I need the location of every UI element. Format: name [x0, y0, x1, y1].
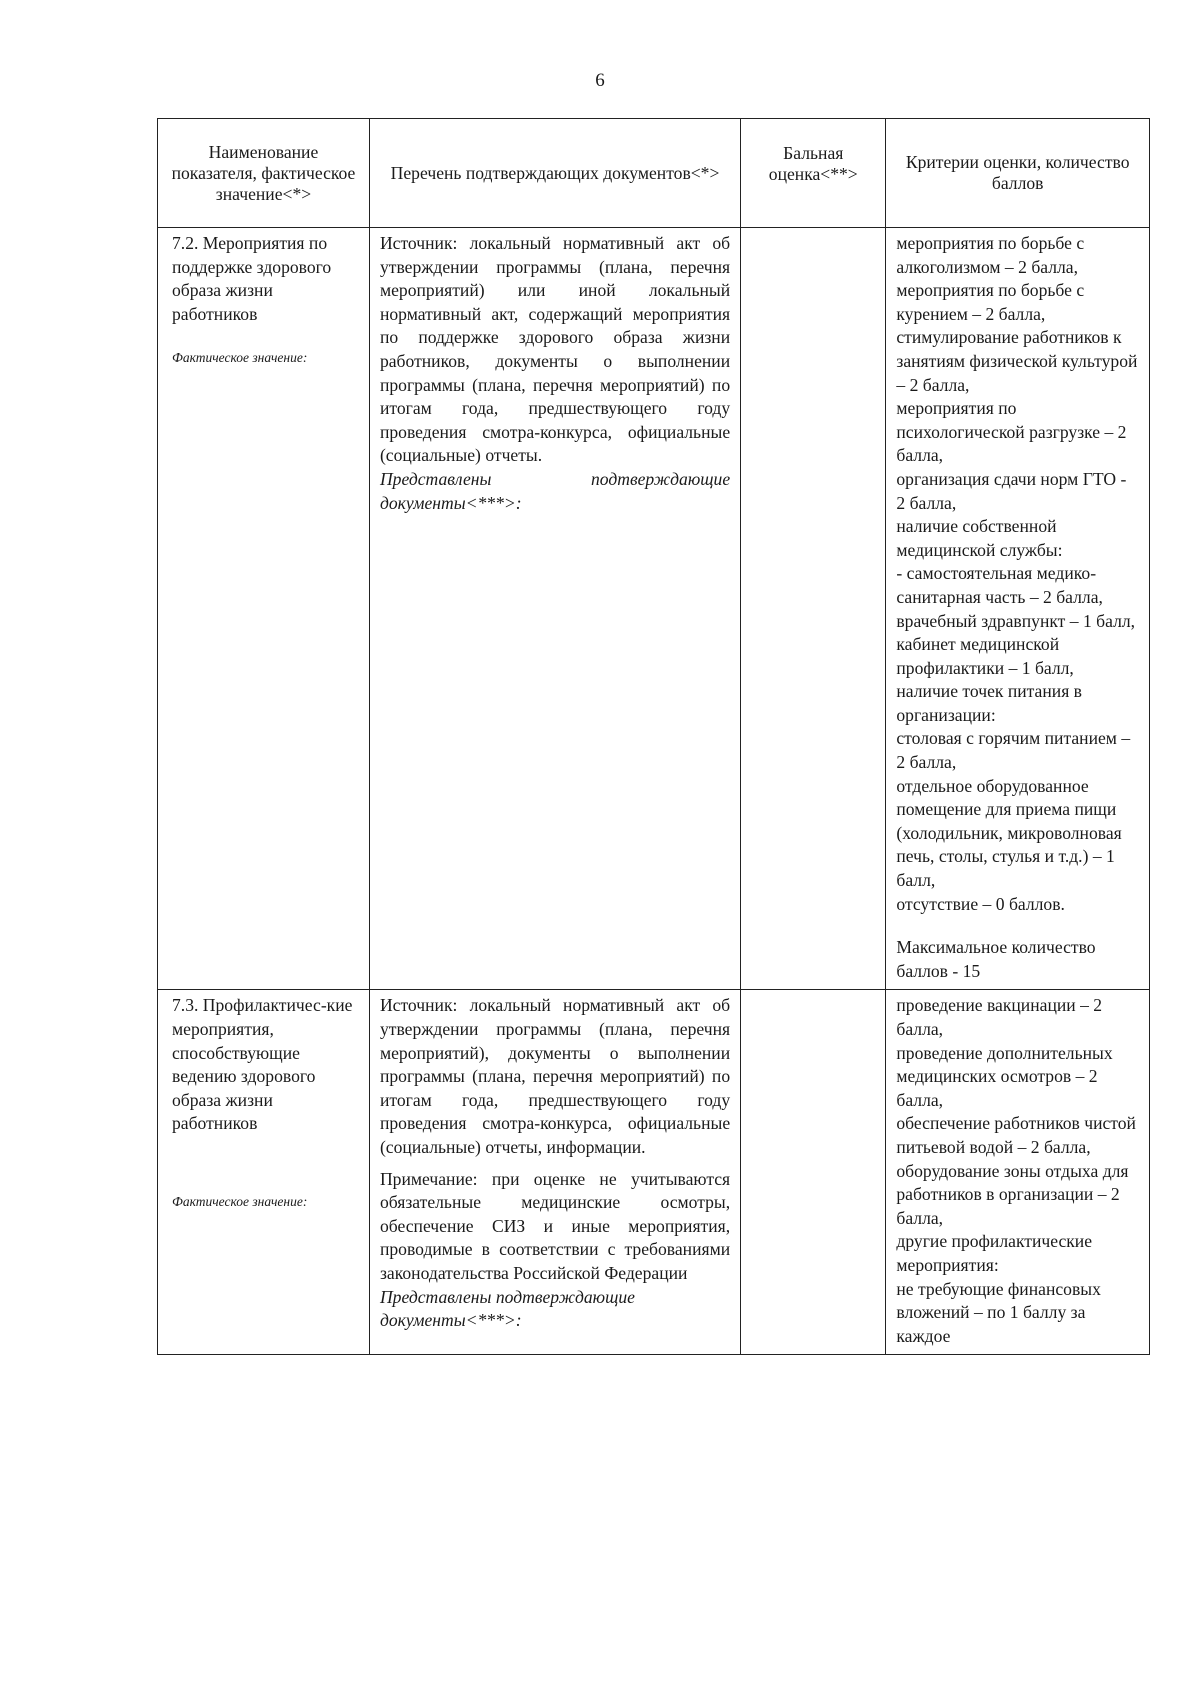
indicator-name: 7.2. Мероприятия по поддержке здорового образа жизни работников — [172, 233, 332, 324]
page-number: 6 — [595, 70, 605, 91]
criteria-item: оборудование зоны отдыха для работников в организации – 2 балла, — [896, 1160, 1129, 1228]
indicator-cell — [158, 228, 370, 990]
indicator-name: 7.3. Профилактичес-кие мероприятия, способствующие ведению здорового образа жизни работников — [172, 995, 353, 1134]
source-text: Источник: локальный нормативный акт об утверждении программы (плана, перечня мероприятий), документы о выполнении программы (плана, перечня мероприятий) по итогам года, предшествующего году проведения смотра-конкурса, официальные (социальные) отчеты, информации. — [379, 995, 731, 1157]
source-text: Источник: локальный нормативный акт об утверждении программы (плана, перечня мероприятий) или иной локальный нормативный акт, содержащий мероприятия по поддержке здорового образа жизни работников, документы о выполнении программы (плана, перечня мероприятий) по итогам года, предшествующего году проведения смотра-конкурса, официальные (социальные) отчеты. — [379, 233, 731, 466]
criteria-item: не требующие финансовых вложений – по 1 баллу за каждое — [896, 1278, 1101, 1346]
note-text: Примечание: при оценке не учитываются обязательные медицинские осмотры, обеспечение СИЗ и иные мероприятия, проводимые в соответствии с требованиями законодательства Российской Федерации — [379, 1168, 731, 1283]
criteria-item: организация сдачи норм ГТО - 2 балла, — [896, 468, 1127, 513]
header-criteria: Критерии оценки, количество баллов — [886, 119, 1150, 228]
criteria-item: - самостоятельная медико-санитарная часть – 2 балла, — [896, 563, 1103, 607]
documents-cell — [369, 228, 740, 990]
header-documents: Перечень подтверждающих документов<*> — [369, 119, 740, 228]
score-cell[interactable] — [741, 228, 886, 990]
criteria-item: отсутствие – 0 баллов. — [896, 893, 1065, 914]
criteria-item: отдельное оборудованное помещение для приема пищи (холодильник, микроволновая печь, столы, стулья и т.д.) – 1 балл, — [896, 775, 1122, 891]
criteria-item: обеспечение работников чистой питьевой водой – 2 балла, — [896, 1113, 1136, 1157]
criteria-item: стимулирование работников к занятиям физической культурой – 2 балла, — [896, 327, 1138, 395]
table-row — [158, 990, 1150, 1355]
max-score-text: Максимальное количество баллов - 15 — [896, 937, 1096, 981]
criteria-item: другие профилактические мероприятия: — [896, 1231, 1093, 1275]
presented-documents-label: Представлены подтверждающие документы<***>: — [379, 468, 731, 513]
indicator-cell — [158, 990, 370, 1355]
fact-value-label: Фактическое значение: — [172, 350, 308, 366]
criteria-item: столовая с горячим питанием – 2 балла, — [896, 728, 1131, 773]
criteria-table — [157, 118, 1150, 1355]
documents-cell — [369, 990, 740, 1355]
fact-value-label: Фактическое значение: — [172, 1193, 308, 1209]
criteria-item: наличие точек питания в организации: — [896, 681, 1082, 725]
criteria-item: врачебный здравпункт – 1 балл, — [896, 610, 1136, 631]
criteria-item: проведение вакцинации – 2 балла, — [896, 995, 1103, 1039]
criteria-item: мероприятия по борьбе с алкоголизмом – 2 балла, — [896, 233, 1085, 277]
criteria-item: проведение дополнительных медицинских осмотров – 2 балла, — [896, 1042, 1113, 1110]
criteria-item: кабинет медицинской профилактики – 1 балл, — [896, 634, 1074, 678]
spacer — [896, 916, 1139, 936]
criteria-item: мероприятия по борьбе с курением – 2 балла, — [896, 280, 1085, 324]
table-row — [158, 228, 1150, 990]
table-header-row — [158, 119, 1150, 228]
score-cell[interactable] — [741, 990, 886, 1355]
presented-documents-label: Представлены подтверждающие документы<***>: — [379, 1286, 635, 1331]
criteria-item: мероприятия по психологической разгрузке – 2 балла, — [896, 398, 1127, 466]
header-score: Бальная оценка<**> — [741, 119, 886, 228]
header-indicator: Наименование показателя, фактическое значение<*> — [158, 119, 370, 228]
criteria-cell — [886, 228, 1150, 990]
criteria-item: наличие собственной медицинской службы: — [896, 516, 1063, 560]
criteria-cell — [886, 990, 1150, 1355]
